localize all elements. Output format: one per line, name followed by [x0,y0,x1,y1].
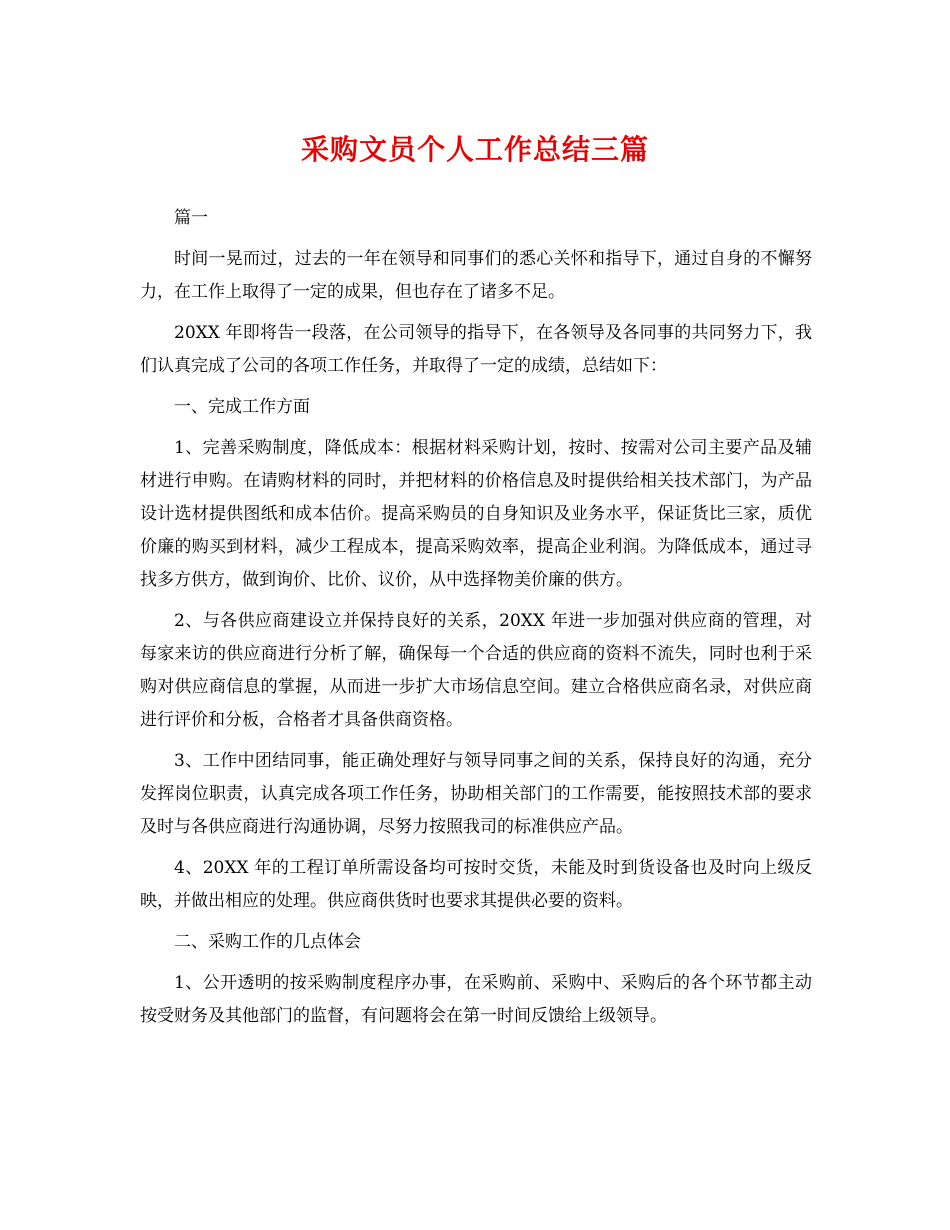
paragraph-intro: 时间一晃而过，过去的一年在领导和同事们的悉心关怀和指导下，通过自身的不懈努力，在工作上取得了一定的成果，但也存在了诸多不足。 [140,249,812,302]
section-heading-part-one: 篇一 [174,208,208,228]
document-title: 采购文员个人工作总结三篇 [300,133,649,166]
document-body [140,202,812,1041]
paragraph-year-summary: 20XX 年即将告一段落，在公司领导的指导下，在各领导及各同事的共同努力下，我们认真完成了公司的各项工作任务，并取得了一定的成绩，总结如下： [140,323,812,376]
paragraph-item-1: 1、完善采购制度，降低成本：根据材料采购计划，按时、按需对公司主要产品及辅材进行申购。在请购材料的同时，并把材料的价格信息及时提供给相关技术部门，为产品设计选材提供图纸和成本估价。提高采购员的自身知识及业务水平，保证货比三家，质优价廉的购买到材料，减少工程成本，提高采购效率，提高企业利润。为降低成本，通过寻找多方供方，做到询价、比价、议价，从中选择物美价廉的供方。 [140,438,812,590]
heading-work-completed: 一、完成工作方面 [174,397,310,417]
paragraph-item-2: 2、与各供应商建设立并保持良好的关系，20XX 年进一步加强对供应商的管理，对每家来访的供应商进行分析了解，确保每一个合适的供应商的资料不流失，同时也利于采购对供应商信息的掌握，从而进一步扩大市场信息空间。建立合格供应商名录，对供应商进行评价和分板，合格者才具备供商资格。 [140,611,812,730]
paragraph-item-3: 3、工作中团结同事，能正确处理好与领导同事之间的关系，保持良好的沟通，充分发挥岗位职责，认真完成各项工作任务，协助相关部门的工作需要，能按照技术部的要求及时与各供应商进行沟通协调，尽努力按照我司的标准供应产品。 [140,751,812,837]
paragraph-experience-1: 1、公开透明的按采购制度程序办事，在采购前、采购中、采购后的各个环节都主动按受财务及其他部门的监督，有问题将会在第一时间反馈给上级领导。 [140,973,812,1026]
paragraph-item-4: 4、20XX 年的工程订单所需设备均可按时交货，未能及时到货设备也及时向上级反映，并做出相应的处理。供应商供货时也要求其提供必要的资料。 [140,858,812,911]
heading-experience: 二、采购工作的几点体会 [174,932,361,952]
